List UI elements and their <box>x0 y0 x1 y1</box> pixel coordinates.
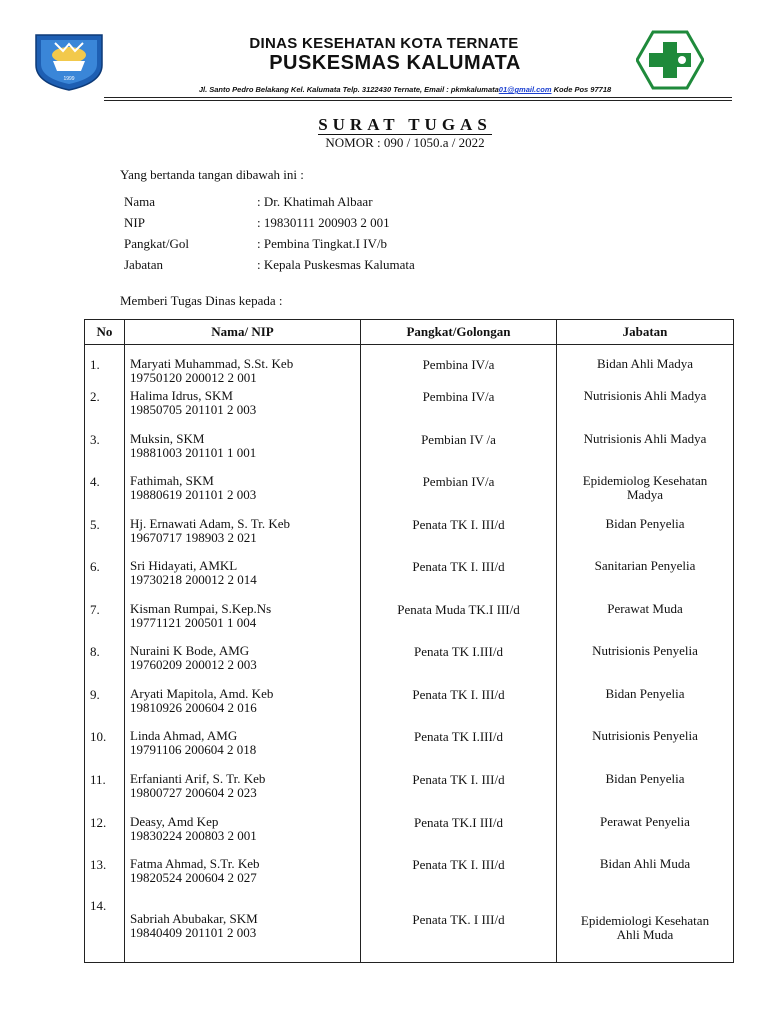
person-name: Kisman Rumpai, S.Kep.Ns <box>130 600 272 616</box>
cell-jabatan <box>557 855 734 898</box>
table-row <box>85 430 734 473</box>
cell-no <box>85 472 125 515</box>
table-row <box>85 345 734 388</box>
cell-no <box>85 855 125 898</box>
table-header-row <box>85 320 734 345</box>
pangkat-value: Penata TK I.III/d <box>414 729 503 745</box>
person-nip: 19820524 200604 2 027 <box>130 870 257 886</box>
logo-year: 1999 <box>63 76 75 82</box>
cell-pangkat <box>361 345 557 388</box>
table-row <box>85 387 734 430</box>
row-number: 11. <box>90 771 106 787</box>
email-link[interactable]: 01@gmail.com <box>498 85 552 94</box>
jabatan-value: Bidan Penyelia <box>605 685 685 701</box>
cell-name-nip <box>125 642 361 685</box>
cell-name-nip <box>125 898 361 963</box>
pangkat-value: Penata TK I. III/d <box>412 857 505 873</box>
person-nip: 19750120 200012 2 001 <box>130 370 257 385</box>
header-nama-nip: Nama/ NIP <box>125 320 361 345</box>
pangkat-value: Pembian IV /a <box>421 431 496 447</box>
signer-value-pangkat: : Pembina Tingkat.I IV/b <box>257 236 388 251</box>
intro-text: Yang bertanda tangan dibawah ini : <box>120 167 304 182</box>
cell-jabatan <box>557 515 734 558</box>
jabatan-value: Sanitarian Penyelia <box>594 558 696 574</box>
person-nip: 19850705 201101 2 003 <box>130 402 257 418</box>
cell-name-nip <box>125 685 361 728</box>
person-name: Muksin, SKM <box>130 430 205 446</box>
row-number: 14. <box>90 897 107 913</box>
header-no: No <box>85 320 125 345</box>
cell-no <box>85 600 125 643</box>
cell-no <box>85 642 125 685</box>
address-line <box>150 85 660 94</box>
person-name: Sri Hidayati, AMKL <box>130 558 238 574</box>
person-name: Maryati Muhammad, S.St. Keb <box>130 356 294 371</box>
header-rule-thick <box>104 97 732 98</box>
pangkat-value: Penata TK. I III/d <box>412 911 505 927</box>
cell-pangkat <box>361 642 557 685</box>
person-nip: 19771121 200501 1 004 <box>130 614 257 630</box>
cell-pangkat <box>361 855 557 898</box>
cell-name-nip <box>125 387 361 430</box>
table-row <box>85 855 734 898</box>
jabatan-value: Epidemiolog Kesehatan <box>582 473 708 489</box>
person-nip: 19760209 200012 2 003 <box>130 657 257 673</box>
cell-pangkat <box>361 770 557 813</box>
row-number: 6. <box>90 559 100 575</box>
signer-value-nip: : 19830111 200903 2 001 <box>257 215 390 230</box>
person-nip: 19800727 200604 2 023 <box>130 784 257 800</box>
pangkat-value: Penata TK I. III/d <box>412 686 505 702</box>
table-row <box>85 685 734 728</box>
signer-label-nip: NIP <box>124 215 145 230</box>
row-number: 2. <box>90 389 100 405</box>
table-row <box>85 472 734 515</box>
pangkat-value: Penata Muda TK.I III/d <box>397 601 520 617</box>
cell-jabatan <box>557 727 734 770</box>
jabatan-value: Nutrisionis Ahli Madya <box>583 430 707 446</box>
cell-jabatan <box>557 472 734 515</box>
cell-pangkat <box>361 472 557 515</box>
row-number: 8. <box>90 644 100 660</box>
person-name: Sabriah Abubakar, SKM <box>130 910 258 926</box>
cell-name-nip <box>125 345 361 388</box>
jabatan-value: Nutrisionis Ahli Madya <box>583 388 707 404</box>
postal-code: Kode Pos 97718 <box>551 85 612 94</box>
person-name: Nuraini K Bode, AMG <box>130 643 250 659</box>
cell-pangkat <box>361 387 557 430</box>
cell-name-nip <box>125 600 361 643</box>
person-nip: 19830224 200803 2 001 <box>130 827 257 843</box>
cell-jabatan <box>557 770 734 813</box>
cell-pangkat <box>361 515 557 558</box>
cell-jabatan <box>557 345 734 388</box>
cell-name-nip <box>125 472 361 515</box>
row-number: 4. <box>90 474 100 490</box>
cell-jabatan <box>557 813 734 856</box>
cell-jabatan <box>557 898 734 963</box>
signer-value-jabatan: : Kepala Puskesmas Kalumata <box>257 257 415 272</box>
pangkat-value: Penata TK I.III/d <box>414 644 503 660</box>
table-row <box>85 600 734 643</box>
person-nip: 19840409 201101 2 003 <box>130 924 257 940</box>
cell-pangkat <box>361 685 557 728</box>
table-row <box>85 642 734 685</box>
header-jabatan: Jabatan <box>557 320 734 345</box>
cell-jabatan <box>557 430 734 473</box>
jabatan-value: Perawat Muda <box>607 600 683 616</box>
table-row <box>85 515 734 558</box>
person-name: Halima Idrus, SKM <box>130 388 233 404</box>
cell-no <box>85 685 125 728</box>
person-name: Fathimah, SKM <box>130 473 214 489</box>
cell-name-nip <box>125 515 361 558</box>
cell-name-nip <box>125 770 361 813</box>
cell-jabatan <box>557 642 734 685</box>
person-nip: 19670717 198903 2 021 <box>130 529 257 545</box>
cell-no <box>85 387 125 430</box>
person-nip: 19881003 201101 1 001 <box>130 444 257 460</box>
signer-value-nama: : Dr. Khatimah Albaar <box>257 194 373 209</box>
cell-name-nip <box>125 813 361 856</box>
table-row <box>85 813 734 856</box>
cell-name-nip <box>125 727 361 770</box>
signer-label-pangkat: Pangkat/Gol <box>124 236 189 251</box>
pangkat-value: Penata TK I. III/d <box>412 771 505 787</box>
assignee-table <box>84 319 734 963</box>
jabatan-value: Nutrisionis Penyelia <box>592 643 698 659</box>
person-nip: 19880619 201101 2 003 <box>130 487 257 503</box>
header-pangkat: Pangkat/Golongan <box>361 320 557 345</box>
header-rule-thin <box>104 100 732 101</box>
cell-pangkat <box>361 898 557 963</box>
jabatan-value: Nutrisionis Penyelia <box>592 728 698 744</box>
row-number: 3. <box>90 431 100 447</box>
cell-pangkat <box>361 600 557 643</box>
signer-label-jabatan: Jabatan <box>124 257 163 272</box>
jabatan-value-cont: Madya <box>626 487 664 503</box>
puskesmas-title: PUSKESMAS KALUMATA <box>269 52 521 74</box>
document-number: NOMOR : 090 / 1050.a / 2022 <box>325 135 485 150</box>
address-text: Jl. Santo Pedro Belakang Kel. Kalumata Telp. 3122430 Ternate, Email : pkmkalumata <box>198 85 499 94</box>
row-number: 7. <box>90 601 100 617</box>
table-row <box>85 727 734 770</box>
table-body <box>85 345 734 963</box>
cell-pangkat <box>361 430 557 473</box>
cell-jabatan <box>557 685 734 728</box>
jabatan-value: Bidan Penyelia <box>605 770 685 786</box>
pangkat-value: Pembina IV/a <box>422 389 495 405</box>
jabatan-value: Perawat Penyelia <box>600 813 690 829</box>
agency-title: DINAS KESEHATAN KOTA TERNATE <box>249 35 519 52</box>
jabatan-value: Bidan Penyelia <box>605 515 685 531</box>
cell-pangkat <box>361 727 557 770</box>
person-name: Linda Ahmad, AMG <box>130 728 238 744</box>
row-number: 1. <box>90 357 100 372</box>
cell-no <box>85 430 125 473</box>
jabatan-value: Epidemiologi Kesehatan <box>580 912 710 928</box>
cell-jabatan <box>557 387 734 430</box>
cell-jabatan <box>557 600 734 643</box>
person-name: Fatma Ahmad, S.Tr. Keb <box>130 856 260 872</box>
cell-pangkat <box>361 813 557 856</box>
person-nip: 19730218 200012 2 014 <box>130 572 257 588</box>
pangkat-value: Penata TK I. III/d <box>412 516 505 532</box>
cell-no <box>85 515 125 558</box>
document-title <box>0 115 768 135</box>
document-title-text: SURAT TUGAS <box>318 115 492 134</box>
row-number: 12. <box>90 814 107 830</box>
table-row <box>85 898 734 963</box>
cell-name-nip <box>125 855 361 898</box>
cell-name-nip <box>125 557 361 600</box>
pangkat-value: Penata TK I. III/d <box>412 559 505 575</box>
assign-text: Memberi Tugas Dinas kepada : <box>120 293 283 308</box>
cell-jabatan <box>557 557 734 600</box>
person-name: Aryati Mapitola, Amd. Keb <box>130 685 274 701</box>
cell-no <box>85 770 125 813</box>
pangkat-value: Pembina IV/a <box>422 357 495 372</box>
table-row <box>85 557 734 600</box>
person-name: Erfanianti Arif, S. Tr. Keb <box>130 770 266 786</box>
cell-no <box>85 345 125 388</box>
jabatan-value-cont: Ahli Muda <box>616 926 674 942</box>
row-number: 5. <box>90 516 100 532</box>
row-number: 13. <box>90 857 107 873</box>
jabatan-value: Bidan Ahli Madya <box>596 356 694 371</box>
person-name: Hj. Ernawati Adam, S. Tr. Keb <box>130 515 290 531</box>
row-number: 9. <box>90 686 100 702</box>
jabatan-value: Bidan Ahli Muda <box>599 856 691 872</box>
signer-label-nama: Nama <box>124 194 156 209</box>
table-row <box>85 770 734 813</box>
row-number: 10. <box>90 729 107 745</box>
pangkat-value: Penata TK.I III/d <box>414 814 503 830</box>
cell-name-nip <box>125 430 361 473</box>
cell-pangkat <box>361 557 557 600</box>
person-nip: 19791106 200604 2 018 <box>130 742 257 758</box>
cell-no <box>85 898 125 963</box>
pangkat-value: Pembian IV/a <box>422 474 495 490</box>
person-name: Deasy, Amd Kep <box>130 813 219 829</box>
cell-no <box>85 813 125 856</box>
person-nip: 19810926 200604 2 016 <box>130 699 257 715</box>
cell-no <box>85 727 125 770</box>
cell-no <box>85 557 125 600</box>
